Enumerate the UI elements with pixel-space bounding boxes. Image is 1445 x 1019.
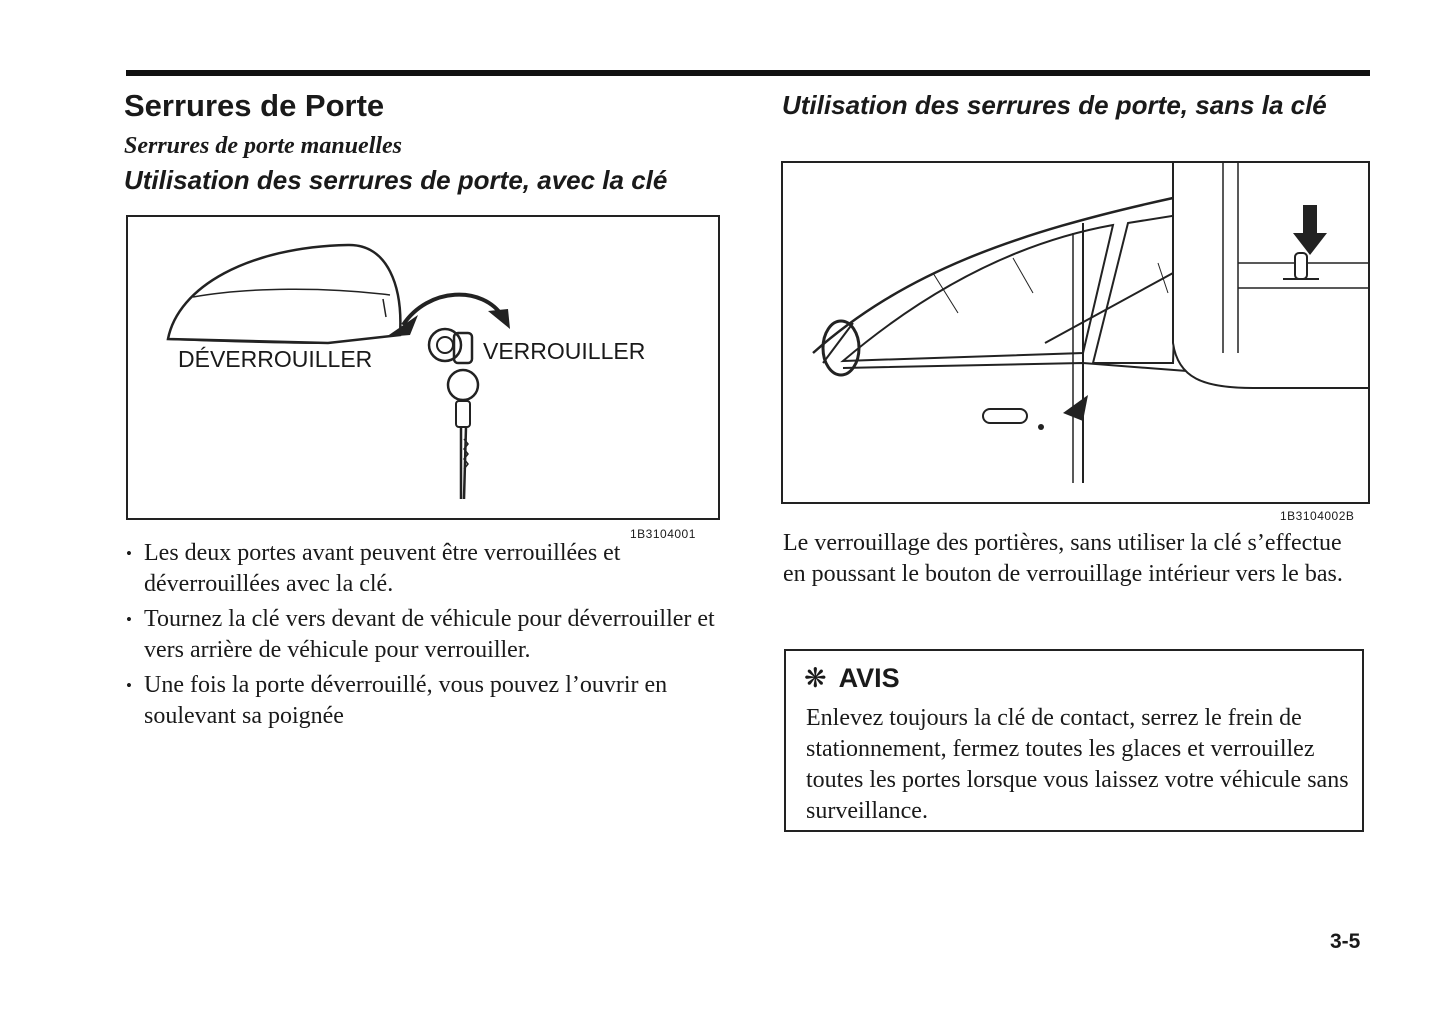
- list-item: • Une fois la porte déverrouillé, vous pouvez l’ouvrir en soulevant sa poignée: [126, 670, 716, 732]
- description-paragraph: Le verrouillage des portières, sans utiliser la clé s’effectue en poussant le bouton de verrouillage intérieur vers le bas.: [783, 530, 1343, 587]
- asterisk-icon: ❋: [804, 663, 827, 693]
- lock-label: VERROUILLER: [483, 338, 646, 364]
- notice-box: [784, 649, 1364, 832]
- page-title: Serrures de Porte: [124, 88, 385, 123]
- heading-with-key: Utilisation des serrures de porte, avec la clé: [124, 165, 668, 195]
- figure-code-left: 1B3104001: [630, 527, 696, 541]
- notice-heading: [804, 663, 900, 694]
- list-item: • Tournez la clé vers devant de véhicule pour déverrouiller et vers arrière de véhicule pour verrouiller.: [126, 604, 716, 666]
- door-lock-figure: [781, 161, 1370, 504]
- heading-without-key: Utilisation des serrures de porte, sans la clé: [782, 90, 1327, 120]
- page-number: 3-5: [1330, 930, 1361, 953]
- figure-code-right: 1B3104002B: [1280, 509, 1355, 523]
- unlock-label: DÉVERROUILLER: [178, 346, 373, 372]
- section-subtitle: Serrures de porte manuelles: [124, 133, 403, 159]
- key-lock-figure: [126, 215, 720, 520]
- instruction-list: [126, 538, 716, 736]
- top-rule: [126, 70, 1370, 76]
- list-item: • Les deux portes avant peuvent être verrouillées et déverrouillées avec la clé.: [126, 538, 716, 600]
- notice-text: Enlevez toujours la clé de contact, serrez le frein de stationnement, fermez toutes les glaces et verrouillez toutes les portes lorsque vous laissez votre véhicule sans surveillance.: [806, 705, 1349, 824]
- notice-title: AVIS: [838, 663, 900, 693]
